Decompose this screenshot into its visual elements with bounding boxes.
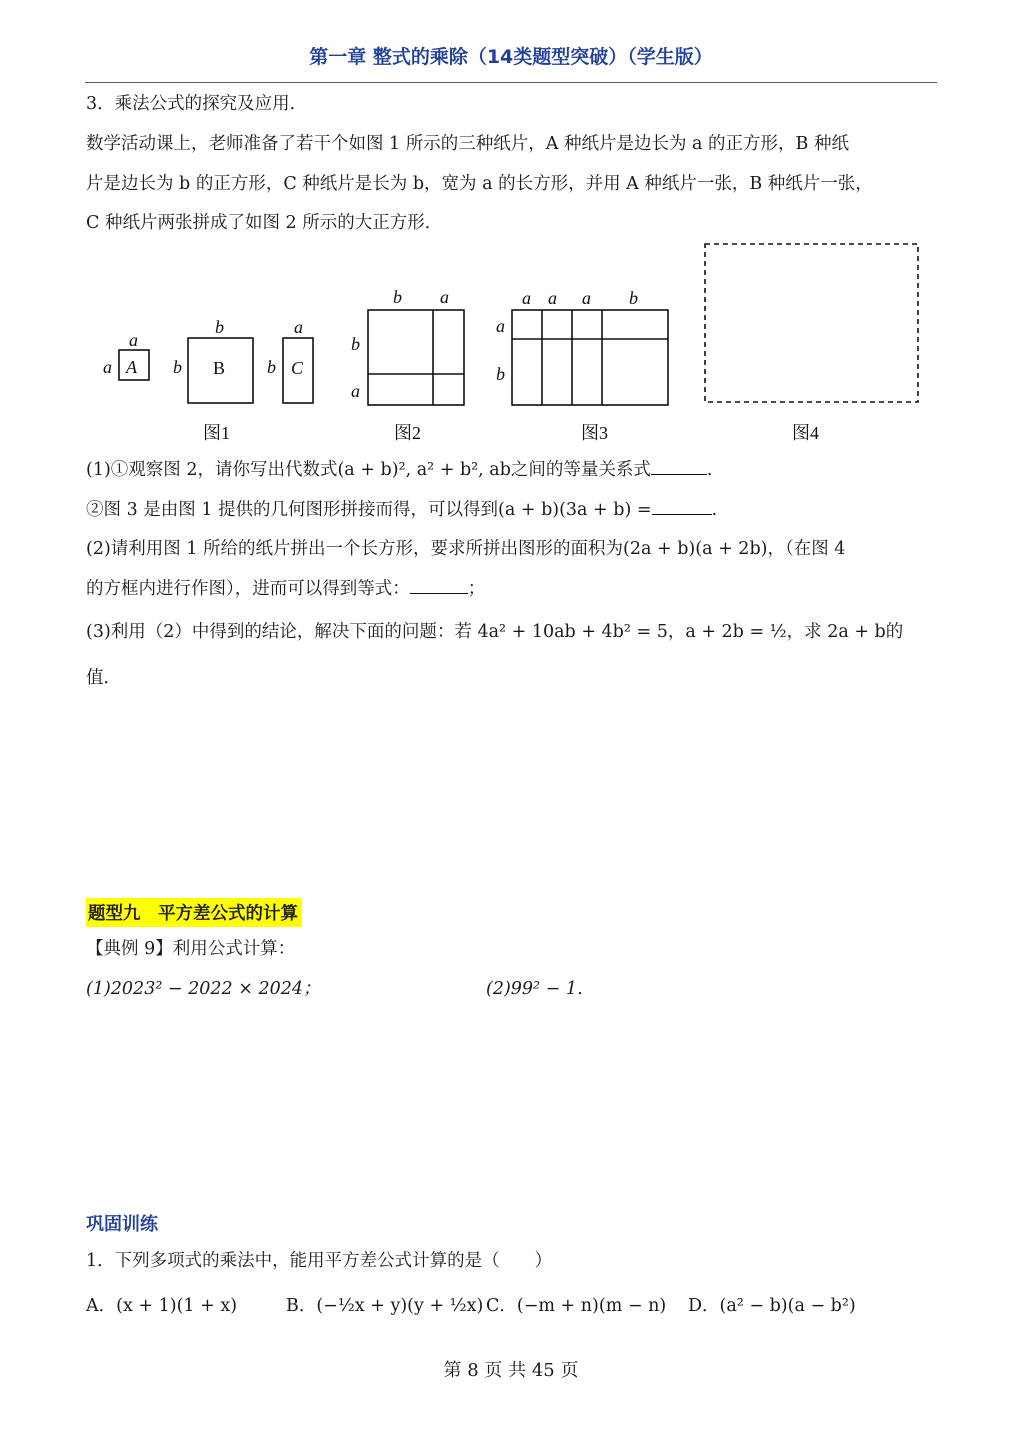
question-2-line-2 xyxy=(86,577,485,601)
figure-2-square xyxy=(368,310,464,405)
question-1-part-2-text: ②图 3 是由图 1 提供的几何图形拼接而得，可以得到(a + b)(3a + b) = xyxy=(86,500,652,520)
option-c: C．(−m + n)(m − n) xyxy=(486,1296,667,1316)
page-header-title: 第一章 整式的乘除（14类题型突破）（学生版） xyxy=(309,46,713,68)
fig1-c-a-label: a xyxy=(294,317,303,337)
fig1-b-top-label: b xyxy=(215,317,224,337)
question-1-part-1 xyxy=(86,458,713,482)
problem-3-intro-line-3: C 种纸片两张拼成了如图 2 所示的大正方形． xyxy=(86,213,443,233)
page-footer: 第 8 页 共 45 页 xyxy=(443,1360,579,1381)
fig1-A-label: A xyxy=(126,357,137,377)
fig3-a-side-label: a xyxy=(496,316,505,336)
question-3-line-2: 值． xyxy=(86,668,121,688)
fig1-B-label: B xyxy=(213,358,226,378)
fig2-b-side-label: b xyxy=(351,334,360,354)
figure-4-caption: 图4 xyxy=(792,423,819,443)
problem-3-intro-line-2: 片是边长为 b 的正方形，C 种纸片是长为 b，宽为 a 的长方形，并用 A 种纸片一张，B 种纸片一张， xyxy=(86,174,873,194)
fig1-a-side-label: a xyxy=(103,357,112,377)
question-1-part-1-text: (1)①观察图 2，请你写出代数式(a + b)², a² + b², ab之间的等量关系式 xyxy=(86,460,651,480)
figure-4-drawing-box xyxy=(705,244,918,402)
question-2-line-2-text: 的方框内进行作图），进而可以得到等式： xyxy=(86,579,410,599)
period: . xyxy=(711,500,718,520)
fig3-b-side-label: b xyxy=(496,364,505,384)
answer-blank-2[interactable] xyxy=(652,498,712,515)
option-b: B．(−½x + y)(y + ½x) xyxy=(286,1296,484,1316)
option-a: A．(x + 1)(1 + x) xyxy=(86,1296,238,1316)
fig1-c-b-label: b xyxy=(267,357,276,377)
example-9-part-2: (2)99² − 1． xyxy=(486,979,595,999)
figure-1-caption: 图1 xyxy=(203,423,230,443)
problem-3-intro-line-1: 数学活动课上，老师准备了若干个如图 1 所示的三种纸片，A 种纸片是边长为 a 的正方形，B 种纸 xyxy=(86,134,849,154)
section-9-heading: 题型九 平方差公式的计算 xyxy=(86,898,302,927)
fig2-a-top-label: a xyxy=(440,287,449,307)
practice-heading: 巩固训练 xyxy=(86,1214,158,1235)
figure-3-caption: 图3 xyxy=(581,423,608,443)
fig1-C-label: C xyxy=(291,358,304,378)
problem-3-title: 3．乘法公式的探究及应用． xyxy=(86,94,308,114)
question-1-part-2 xyxy=(86,498,717,522)
fig3-a1-label: a xyxy=(522,288,531,308)
period: . xyxy=(706,460,713,480)
option-d: D．(a² − b)(a − b²) xyxy=(688,1296,856,1316)
figure-3-rectangle xyxy=(512,310,668,405)
header-divider xyxy=(85,82,937,83)
fig2-b-top-label: b xyxy=(393,287,402,307)
example-9-intro: 【典例 9】利用公式计算： xyxy=(86,939,296,959)
question-2-line-1: (2)请利用图 1 所给的纸片拼出一个长方形，要求所拼出图形的面积为(2a + b)(a + 2b)，（在图 4 xyxy=(86,539,846,559)
fig3-a2-label: a xyxy=(548,288,557,308)
figures-diagram xyxy=(95,238,935,450)
semicolon: ； xyxy=(467,579,486,599)
fig3-a3-label: a xyxy=(582,288,591,308)
answer-blank-1[interactable] xyxy=(651,458,707,475)
fig1-b-side-label: b xyxy=(173,357,182,377)
fig1-a-top-label: a xyxy=(129,330,138,350)
example-9-part-1: (1)2023² − 2022 × 2024； xyxy=(86,979,321,999)
question-3-line-1: (3)利用（2）中得到的结论，解决下面的问题：若 4a² + 10ab + 4b² = 5，a + 2b = ½，求 2a + b的 xyxy=(86,622,904,642)
figure-2-caption: 图2 xyxy=(394,423,421,443)
answer-blank-3[interactable] xyxy=(410,577,468,594)
practice-question-1: 1．下列多项式的乘法中，能用平方差公式计算的是（ ） xyxy=(86,1251,553,1271)
fig2-a-side-label: a xyxy=(351,381,360,401)
fig3-b-top-label: b xyxy=(629,288,638,308)
